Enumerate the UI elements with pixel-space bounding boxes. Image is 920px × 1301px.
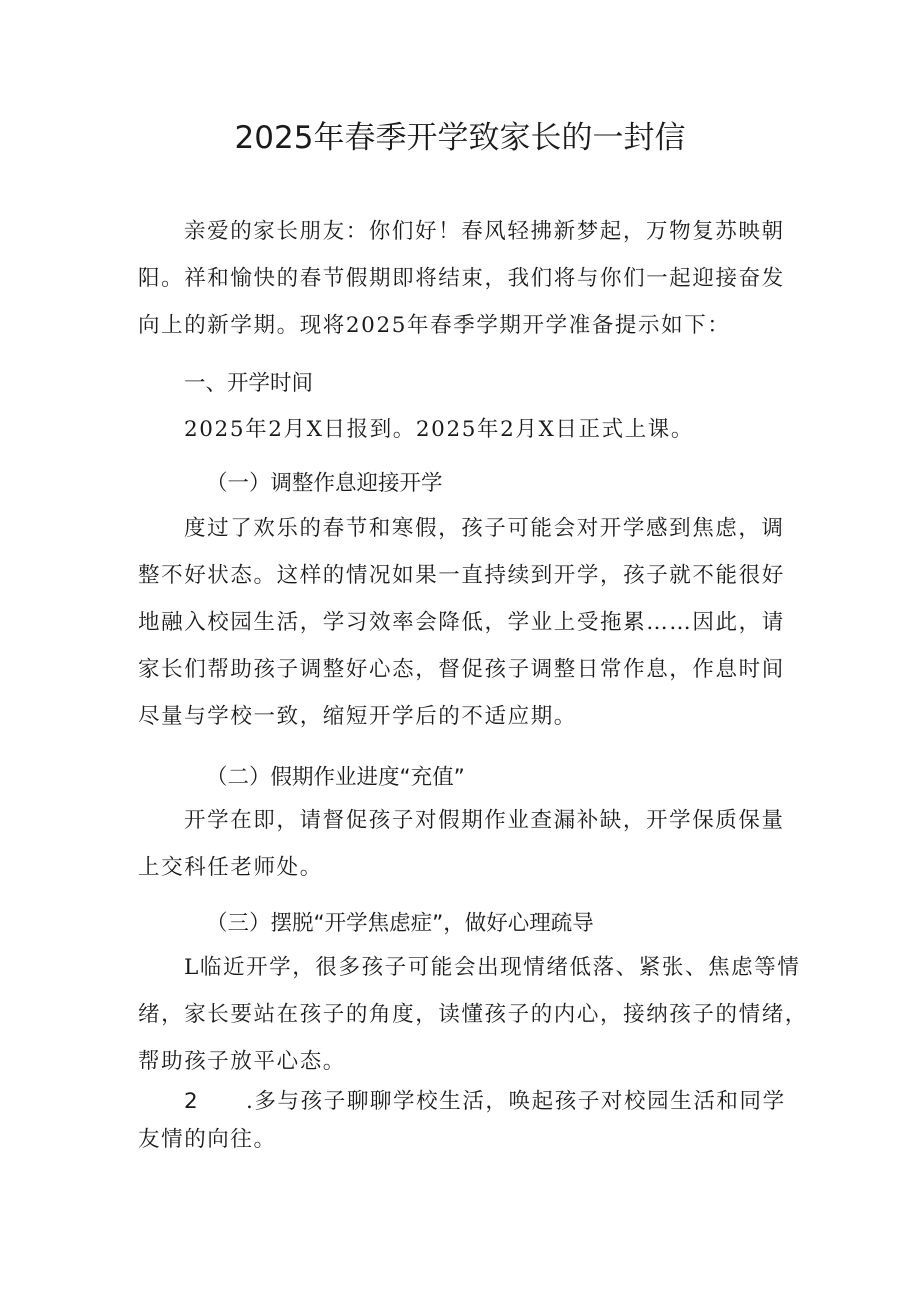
item-number: 2: [184, 1089, 200, 1114]
routine-line-5: 尽量与学校一致，缩短开学后的不适应期。: [138, 704, 577, 729]
schedule-line: 2025年2月X日报到。2025年2月X日正式上课。: [184, 417, 695, 442]
subsection-heading-homework: （二）假期作业进度“充值”: [206, 765, 465, 790]
subsection-heading-anxiety: （三）摆脱“开学焦虑症”，做好心理疏导: [206, 911, 594, 936]
anxiety-line-1: L临近开学，很多孩子可能会出现情绪低落、紧张、焦虑等情: [184, 955, 801, 980]
schedule-paragraph: [138, 406, 788, 453]
intro-line-1: 亲爱的家长朋友：你们好！春风轻拂新梦起，万物复苏映朝: [184, 219, 785, 244]
numbered-item-2-line-2: 友情的向往。: [138, 1127, 277, 1152]
anxiety-line-3: 帮助孩子放平心态。: [138, 1049, 346, 1074]
numbered-item-2-line-1: [138, 1083, 798, 1121]
subsection-heading-routine: （一）调整作息迎接开学: [206, 471, 443, 496]
homework-line-2: 上交科任老师处。: [138, 855, 323, 880]
anxiety-line-2: 绪，家长要站在孩子的角度，读懂孩子的内心，接纳孩子的情绪，: [138, 1002, 808, 1027]
anxiety-paragraph: [138, 944, 808, 1085]
routine-paragraph: [138, 505, 788, 740]
homework-paragraph: [138, 797, 788, 891]
numbered-item-2: [138, 1083, 798, 1159]
routine-line-2: 整不好状态。这样的情况如果一直持续到开学，孩子就不能很好: [138, 563, 785, 588]
intro-line-2: 阳。祥和愉快的春节假期即将结束，我们将与你们一起迎接奋发: [138, 266, 785, 291]
homework-line-1: 开学在即，请督促孩子对假期作业查漏补缺，开学保质保量: [184, 808, 785, 833]
routine-line-4: 家长们帮助孩子调整好心态，督促孩子调整日常作息，作息时间: [138, 657, 785, 682]
numbered-item-2-text: .多与孩子聊聊学校生活，唤起孩子对校园生活和同学: [246, 1089, 786, 1114]
routine-line-3: 地融入校园生活，学习效率会降低，学业上受拖累……因此，请: [138, 610, 785, 635]
intro-line-3: 向上的新学期。现将2025年春季学期开学准备提示如下：: [138, 313, 731, 338]
routine-line-1: 度过了欢乐的春节和寒假，孩子可能会对开学感到焦虑，调: [184, 516, 785, 541]
section-heading-schedule: 一、开学时间: [184, 371, 314, 396]
intro-paragraph: [138, 208, 788, 349]
document-title: 2025年春季开学致家长的一封信: [234, 120, 686, 156]
